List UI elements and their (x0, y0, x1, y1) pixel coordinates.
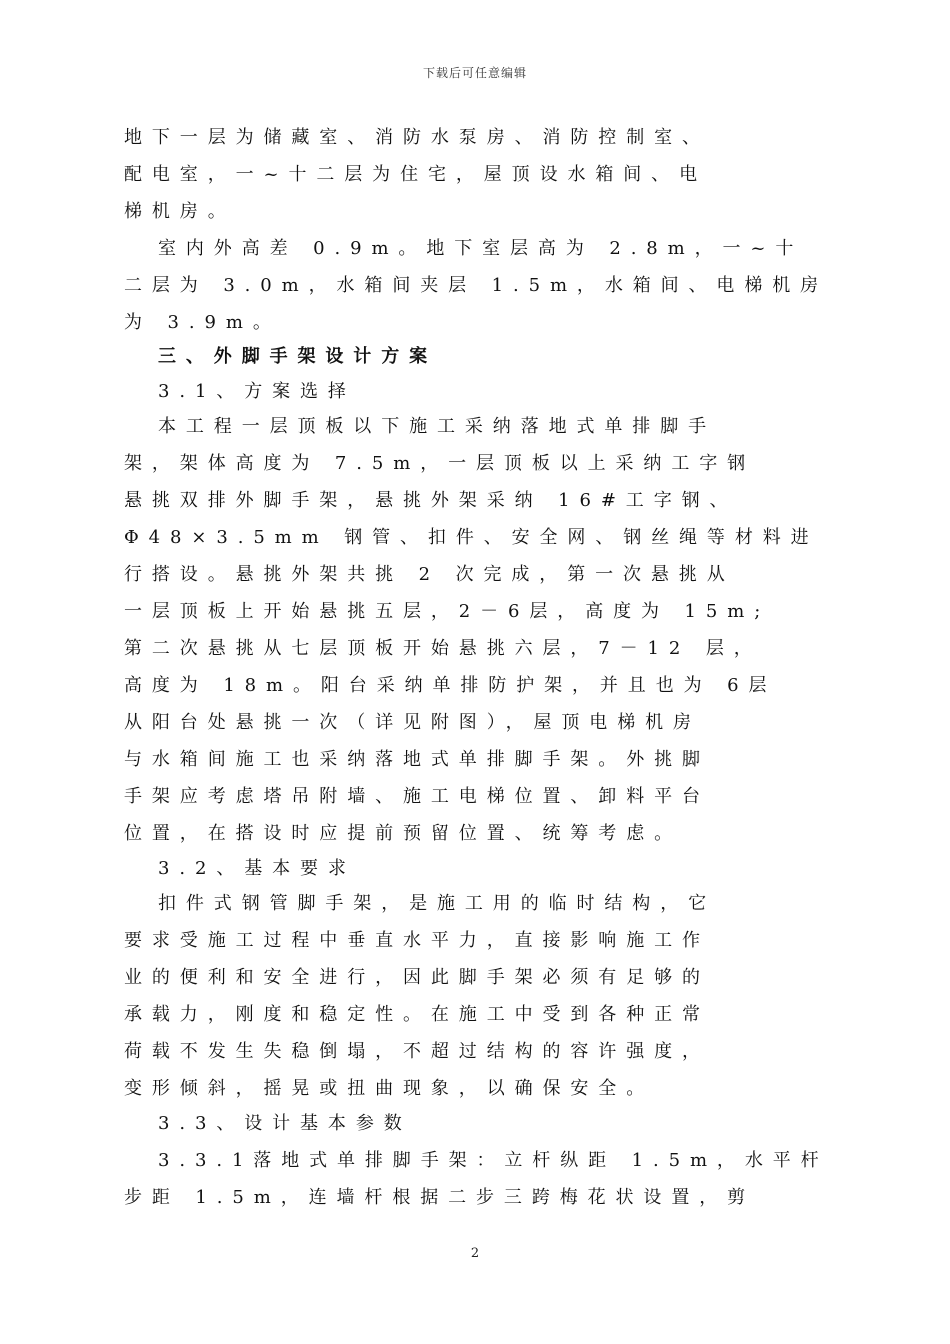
text-line: 第二次悬挑从七层顶板开始悬挑六层，7－12 层， (124, 638, 762, 659)
text-line: 位置，在搭设时应提前预留位置、统筹考虑。 (124, 823, 682, 844)
page-number: 2 (470, 1246, 480, 1261)
text-line: 承载力，刚度和稳定性。在施工中受到各种正常 (124, 1004, 710, 1025)
page-header: 下载后可任意编辑 (422, 66, 527, 80)
text-line: 扣件式钢管脚手架，是施工用的临时结构，它 (158, 893, 716, 914)
text-line: 室内外高差 0.9m。地下室层高为 2.8m，一~十 (158, 238, 804, 259)
text-line: 行搭设。悬挑外架共挑 2 次完成，第一次悬挑从 (124, 564, 735, 585)
subsection-heading: 3.1、方案选择 (158, 381, 356, 402)
text-line: 悬挑双排外脚手架，悬挑外架采纳 16#工字钢、 (124, 490, 738, 511)
text-line: 高度为 18m。阳台采纳单排防护架，并且也为 6层 (124, 675, 777, 696)
subsection-heading: 3.2、基本要求 (158, 858, 356, 879)
text-line: 3.3.1落地式单排脚手架：立杆纵距 1.5m，水平杆 (158, 1150, 829, 1171)
text-line: 要求受施工过程中垂直水平力，直接影响施工作 (124, 930, 710, 951)
text-line: 梯机房。 (124, 201, 236, 222)
text-line: 二层为 3.0m，水箱间夹层 1.5m，水箱间、电梯机房 (124, 275, 829, 296)
section-heading: 三、外脚手架设计方案 (158, 346, 437, 367)
text-line: 业的便利和安全进行，因此脚手架必须有足够的 (124, 967, 710, 988)
text-line: 配电室，一~十二层为住宅，屋顶设水箱间、电 (124, 164, 707, 185)
subsection-heading: 3.3、设计基本参数 (158, 1113, 412, 1134)
text-line: 步距 1.5m，连墙杆根据二步三跨梅花状设置，剪 (124, 1187, 756, 1208)
text-line: 从阳台处悬挑一次（详见附图），屋顶电梯机房 (124, 712, 701, 733)
text-line: 本工程一层顶板以下施工采纳落地式单排脚手 (158, 416, 716, 437)
text-line: 与水箱间施工也采纳落地式单排脚手架。外挑脚 (124, 749, 710, 770)
text-line: 架，架体高度为 7.5m，一层顶板以上采纳工字钢 (124, 453, 756, 474)
text-line: 为 3.9m。 (124, 312, 281, 333)
text-line: 变形倾斜，摇晃或扭曲现象，以确保安全。 (124, 1078, 655, 1099)
text-line: 手架应考虑塔吊附墙、施工电梯位置、卸料平台 (124, 786, 710, 807)
text-line: 地下一层为储藏室、消防水泵房、消防控制室、 (124, 127, 710, 148)
text-line: Φ48×3.5mm 钢管、扣件、安全网、钢丝绳等材料进 (124, 527, 819, 548)
text-line: 荷载不发生失稳倒塌，不超过结构的容许强度， (124, 1041, 710, 1062)
text-line: 一层顶板上开始悬挑五层，2－6层，高度为 15m; (124, 601, 771, 622)
